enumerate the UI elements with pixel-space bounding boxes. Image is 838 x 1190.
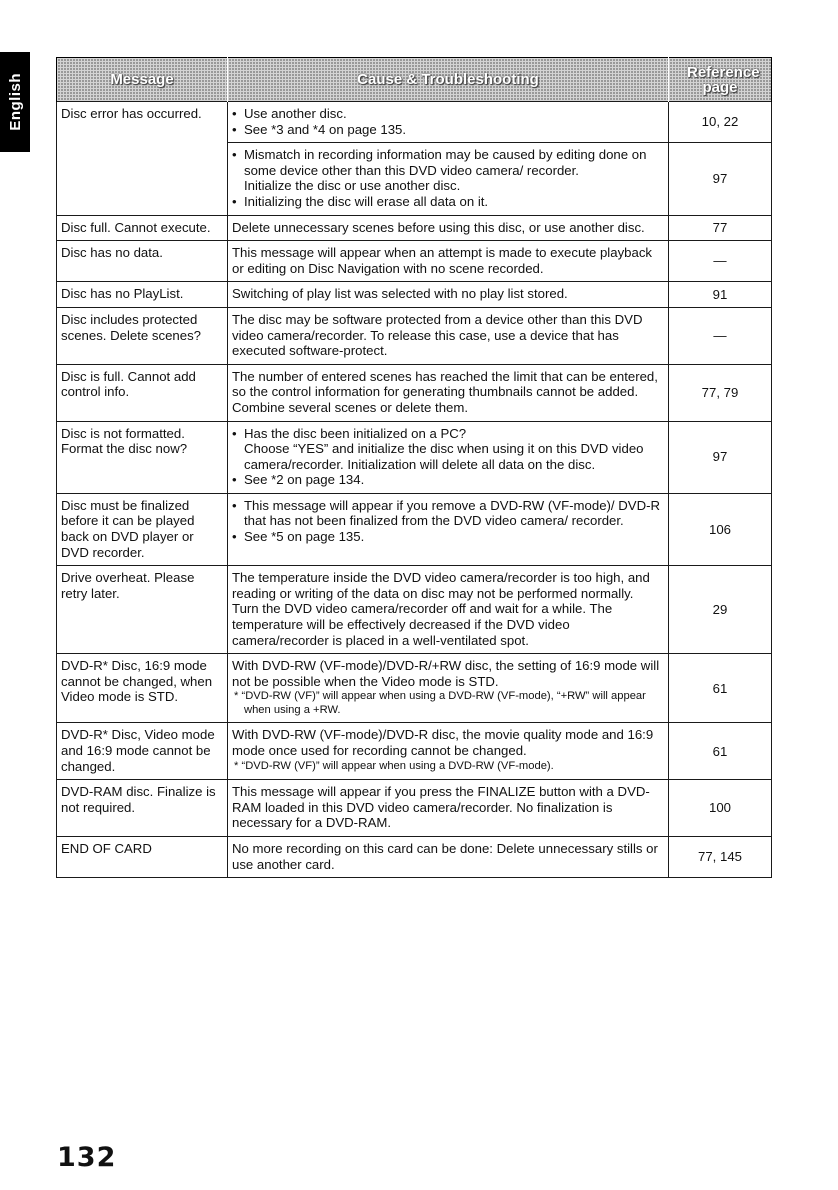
cause-cell	[228, 102, 669, 143]
cause-line: • This message will appear if you remove a DVD-RW (VF-mode)/ DVD-R that has not been finalized from the DVD video camera/ recorder.	[232, 498, 664, 529]
cause-line: Choose “YES” and initialize the disc when using it on this DVD video camera/recorder. Initialization will delete all data on the disc.	[244, 441, 644, 472]
message-cell: Drive overheat. Please retry later.	[57, 566, 228, 654]
page-number: 132	[57, 1142, 117, 1173]
table-row	[57, 307, 772, 364]
message-cell	[57, 143, 228, 215]
table-row	[57, 780, 772, 837]
reference-cell: 100	[669, 780, 772, 837]
reference-cell: 10, 22	[669, 102, 772, 143]
reference-cell: 77, 145	[669, 836, 772, 877]
reference-cell: 61	[669, 654, 772, 723]
header-message: Message	[57, 58, 228, 102]
cause-line: Switching of play list was selected with no play list stored.	[232, 286, 568, 302]
language-tab-label: English	[6, 73, 24, 131]
language-tab	[0, 52, 30, 152]
reference-cell: 29	[669, 566, 772, 654]
message-cell: Disc is not formatted. Format the disc now?	[57, 421, 228, 493]
cause-line: • See *2 on page 134.	[232, 472, 664, 488]
message-cell: Disc full. Cannot execute.	[57, 215, 228, 241]
cause-cell	[228, 215, 669, 241]
cause-line: The temperature inside the DVD video camera/recorder is too high, and reading or writing of the data on disc may not be performed normally.	[232, 570, 650, 601]
cause-cell	[228, 421, 669, 493]
reference-cell: 77	[669, 215, 772, 241]
reference-cell: 106	[669, 493, 772, 565]
cause-line: • See *3 and *4 on page 135.	[232, 122, 664, 138]
cause-cell	[228, 364, 669, 421]
table-row	[57, 364, 772, 421]
table-row	[57, 215, 772, 241]
cause-cell	[228, 654, 669, 723]
header-cause: Cause & Troubleshooting	[228, 58, 669, 102]
message-cell: Disc must be finalized before it can be played back on DVD player or DVD recorder.	[57, 493, 228, 565]
table-row	[57, 241, 772, 282]
cause-line: This message will appear if you press the FINALIZE button with a DVD-RAM loaded in this DVD video camera/recorder. No finalization is necessary for a DVD-RAM.	[232, 784, 650, 831]
cause-line: This message will appear when an attempt is made to execute playback or editing on Disc Navigation with no scene recorded.	[232, 245, 653, 276]
reference-cell: 97	[669, 421, 772, 493]
message-cell: Disc has no data.	[57, 241, 228, 282]
table-row	[57, 836, 772, 877]
table-row	[57, 282, 772, 308]
reference-cell: 61	[669, 723, 772, 780]
cause-cell	[228, 307, 669, 364]
cause-line: • Initializing the disc will erase all data on it.	[232, 194, 664, 210]
reference-cell: —	[669, 241, 772, 282]
cause-cell	[228, 241, 669, 282]
cause-cell	[228, 143, 669, 215]
cause-line: The disc may be software protected from a device other than this DVD video camera/recorder. To release this case, use a device that has executed software-protect.	[232, 311, 643, 359]
reference-cell: 77, 79	[669, 364, 772, 421]
message-table	[56, 57, 772, 878]
cause-line: • Mismatch in recording information may be caused by editing done on some device other than this DVD video camera/ recorder.	[232, 147, 664, 178]
cause-line: Initialize the disc or use another disc.	[244, 178, 461, 194]
cause-line: Delete unnecessary scenes before using this disc, or use another disc.	[232, 219, 645, 235]
cause-cell	[228, 836, 669, 877]
table-row	[57, 493, 772, 565]
cause-line: Combine several scenes or delete them.	[232, 399, 469, 415]
reference-cell: 97	[669, 143, 772, 215]
table-row	[57, 654, 772, 723]
table-row	[57, 102, 772, 143]
table-header	[57, 58, 772, 102]
table-row	[57, 421, 772, 493]
cause-line: • See *5 on page 135.	[232, 529, 664, 545]
table-row	[57, 143, 772, 215]
cause-cell	[228, 566, 669, 654]
message-cell: DVD-R* Disc, Video mode and 16:9 mode cannot be changed.	[57, 723, 228, 780]
cause-cell	[228, 493, 669, 565]
message-cell: Disc error has occurred.	[57, 102, 228, 143]
cause-line: The number of entered scenes has reached the limit that can be entered, so the control information for generating thumbnails cannot be added.	[232, 368, 658, 400]
message-cell: Disc is full. Cannot add control info.	[57, 364, 228, 421]
cause-note: * “DVD-RW (VF)” will appear when using a DVD-RW (VF-mode), “+RW” will appear when using a +RW.	[232, 689, 664, 717]
message-cell: Disc includes protected scenes. Delete scenes?	[57, 307, 228, 364]
reference-cell: 91	[669, 282, 772, 308]
cause-line: With DVD-RW (VF-mode)/DVD-R/+RW disc, the setting of 16:9 mode will not be possible when the Video mode is STD.	[232, 658, 660, 689]
message-cell: DVD-R* Disc, 16:9 mode cannot be changed, when Video mode is STD.	[57, 654, 228, 723]
message-cell: Disc has no PlayList.	[57, 282, 228, 308]
cause-cell	[228, 723, 669, 780]
cause-line: • Use another disc.	[232, 106, 664, 122]
cause-cell	[228, 780, 669, 837]
table-row	[57, 566, 772, 654]
cause-line: Turn the DVD video camera/recorder off and wait for a while. The temperature will be effectively decreased if the DVD video camera/recorder is placed in a well-ventilated spot.	[232, 601, 613, 648]
header-reference: Reference page	[669, 58, 772, 102]
cause-line: With DVD-RW (VF-mode)/DVD-R disc, the movie quality mode and 16:9 mode once used for recording cannot be changed.	[232, 727, 654, 758]
message-cell: END OF CARD	[57, 836, 228, 877]
table-row	[57, 723, 772, 780]
message-cell: DVD-RAM disc. Finalize is not required.	[57, 780, 228, 837]
cause-cell	[228, 282, 669, 308]
reference-cell: —	[669, 307, 772, 364]
cause-note: * “DVD-RW (VF)” will appear when using a DVD-RW (VF-mode).	[232, 759, 664, 773]
cause-line: • Has the disc been initialized on a PC?	[232, 426, 664, 442]
cause-line: No more recording on this card can be done: Delete unnecessary stills or use another card.	[232, 840, 658, 872]
